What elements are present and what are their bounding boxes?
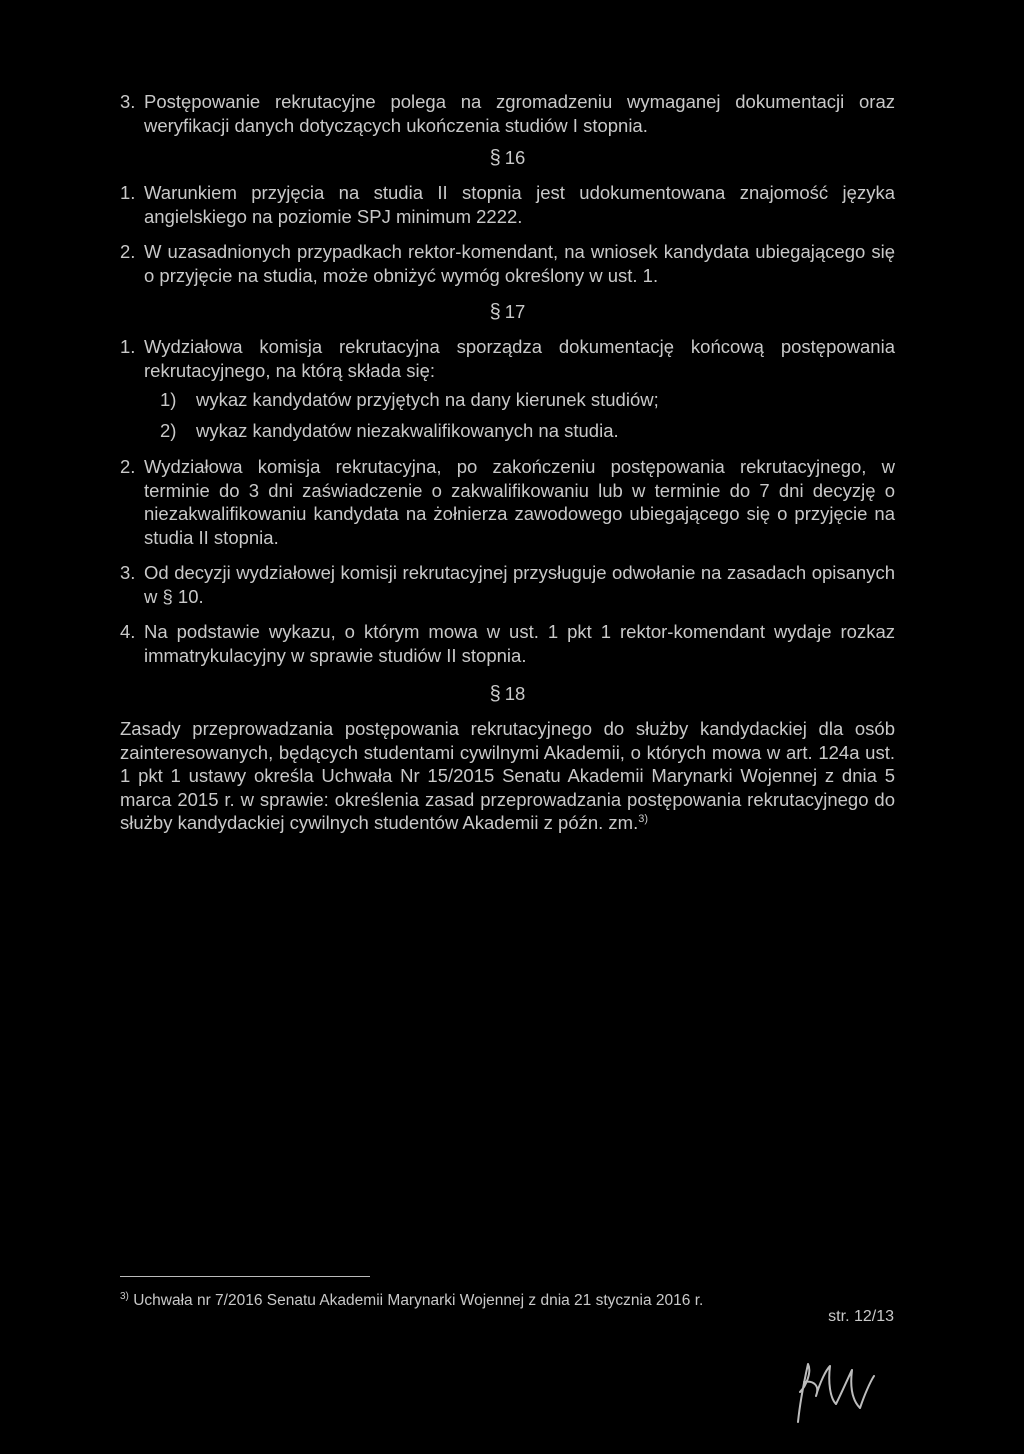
- paragraph-text: Wydziałowa komisja rekrutacyjna sporządza dokumentację końcową postępowania rekrutacyjnego, na którą składa się:: [144, 336, 895, 381]
- section-symbol: §: [489, 147, 501, 169]
- paragraph-16-1: [120, 181, 895, 228]
- paragraph-text: Postępowanie rekrutacyjne polega na zgromadzeniu wymaganej dokumentacji oraz weryfikacji danych dotyczących ukończenia studiów I stopnia.: [144, 91, 895, 136]
- footnote-divider: [120, 1276, 370, 1277]
- section-number: 17: [504, 301, 526, 322]
- footnote-mark: 3): [120, 1291, 129, 1302]
- section-heading-18: [120, 683, 895, 705]
- paragraph-text: Wydziałowa komisja rekrutacyjna, po zakończeniu postępowania rekrutacyjnego, w terminie do 3 dni zaświadczenie o zakwalifikowaniu lub w terminie do 7 dni decyzję o niezakwalifikowaniu kandydata na żołnierza zawodowego ubiegającego się o przyjęcie na studia II stopnia.: [144, 456, 895, 548]
- paragraph-number: 1.: [120, 182, 136, 203]
- list-item-text: wykaz kandydatów niezakwalifikowanych na studia.: [196, 420, 619, 441]
- document-page: [120, 90, 895, 835]
- handwritten-signature: [790, 1352, 880, 1432]
- paragraph-17-3: [120, 561, 895, 608]
- section-heading-16: [120, 147, 895, 169]
- section-symbol: §: [489, 301, 501, 323]
- section-number: 18: [504, 683, 526, 704]
- section-heading-17: [120, 301, 895, 323]
- paragraph-text: Od decyzji wydziałowej komisji rekrutacyjnej przysługuje odwołanie na zasadach opisanych w § 10.: [144, 562, 895, 607]
- paragraph-number: 3.: [120, 562, 136, 583]
- paragraph-18: [120, 717, 895, 835]
- paragraph-text: Warunkiem przyjęcia na studia II stopnia jest udokumentowana znajomość języka angielskiego na poziomie SPJ minimum 2222.: [144, 182, 895, 227]
- paragraph-text: W uzasadnionych przypadkach rektor-komendant, na wniosek kandydata ubiegającego się o przyjęcie na studia, może obniżyć wymóg określony w ust. 1.: [144, 241, 895, 286]
- paragraph-17-2: [120, 455, 895, 549]
- section-number: 16: [504, 147, 526, 168]
- paragraph-number: 2.: [120, 241, 136, 262]
- page-number: str. 12/13: [828, 1308, 894, 1325]
- paragraph-number: 4.: [120, 621, 136, 642]
- footnote-reference: 3): [638, 812, 649, 825]
- paragraph-text: Na podstawie wykazu, o którym mowa w ust. 1 pkt 1 rektor-komendant wydaje rozkaz immatrykulacyjny w sprawie studiów II stopnia.: [144, 621, 895, 666]
- list-item-text: wykaz kandydatów przyjętych na dany kierunek studiów;: [196, 389, 659, 410]
- list-item-number: 2): [160, 420, 177, 441]
- paragraph-number: 2.: [120, 456, 136, 477]
- paragraph-number: 1.: [120, 336, 136, 357]
- paragraph-text: Zasady przeprowadzania postępowania rekrutacyjnego do służby kandydackiej dla osób zainteresowanych, będących studentami cywilnymi Akademii, o których mowa w art. 124a ust. 1 pkt 1 ustawy określa Uchwała Nr 15/2015 Senatu Akademii Marynarki Wojennej z dnia 5 marca 2015 r. w sprawie: określenia zasad przeprowadzania postępowania rekrutacyjnego do służby kandydackiej cywilnych studentów Akademii z późn. zm.: [120, 718, 895, 833]
- paragraph-16-2: [120, 240, 895, 287]
- paragraph-17-4: [120, 620, 895, 667]
- paragraph-15-3: [120, 90, 895, 137]
- list-item: [160, 388, 895, 412]
- footnote: [120, 1287, 703, 1311]
- section-symbol: §: [489, 683, 501, 705]
- paragraph-17-1: [120, 335, 895, 382]
- footnote-text: Uchwała nr 7/2016 Senatu Akademii Marynarki Wojennej z dnia 21 stycznia 2016 r.: [133, 1292, 704, 1310]
- paragraph-number: 3.: [120, 91, 136, 112]
- list-item: [160, 419, 895, 443]
- list-item-number: 1): [160, 389, 177, 410]
